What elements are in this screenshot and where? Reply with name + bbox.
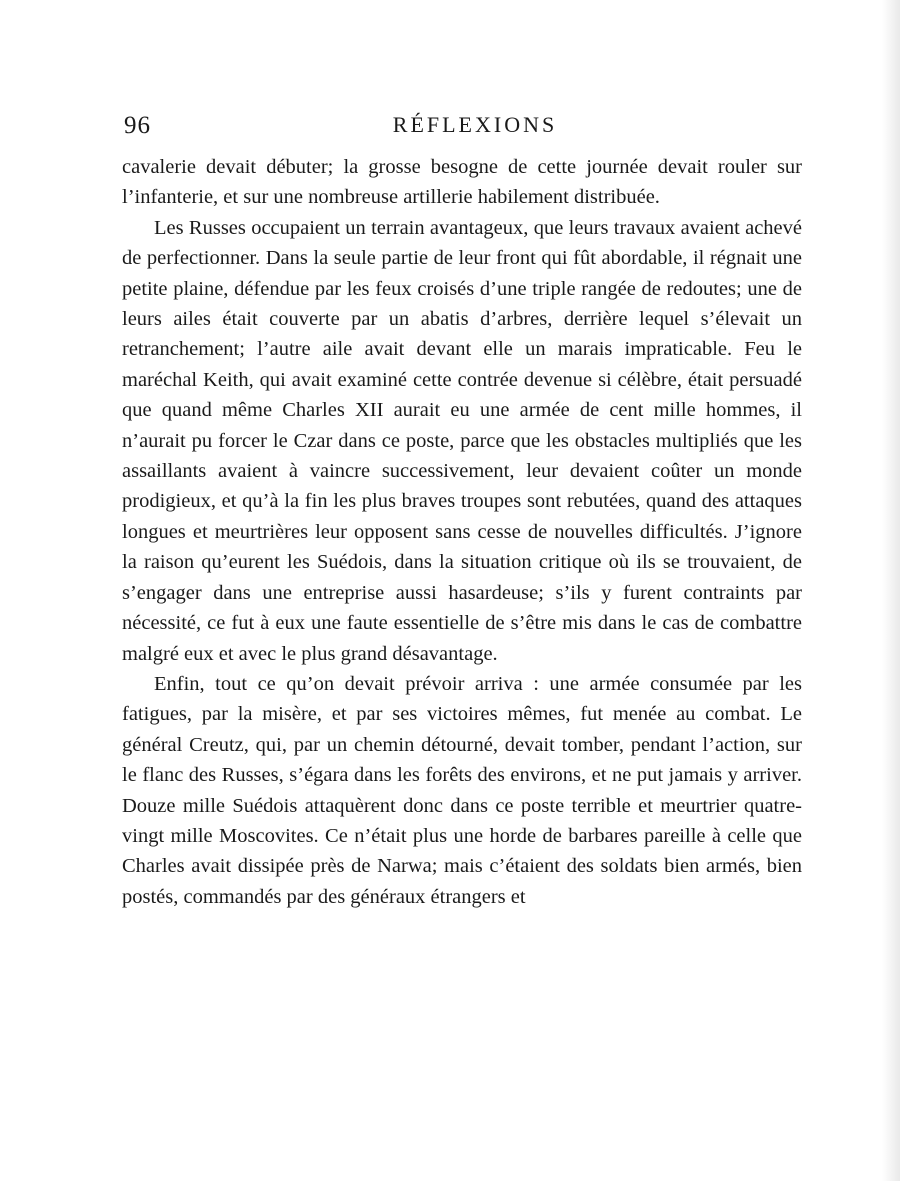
page-header [122, 108, 802, 148]
body-text [122, 152, 802, 912]
paragraph-enfin: Enfin, tout ce qu’on devait prévoir arriva : une armée consumée par les fatigues, par la misère, et par ses victoires mêmes, fut menée au combat. Le général Creutz, qui, par un chemin détourné, devait tomber, pendant l’action, sur le flanc des Russes, s’égara dans les forêts des environs, et ne put jamais y arriver. Douze mille Suédois attaquèrent donc dans ce poste terrible et meurtrier quatre-vingt mille Moscovites. Ce n’était plus une horde de barbares pareille à celle que Charles avait dissipée près de Narwa; mais c’étaient des soldats bien armés, bien postés, commandés par des généraux étrangers et [122, 672, 802, 908]
paragraph-continued: cavalerie devait débuter; la grosse besogne de cette journée devait rouler sur l’infanterie, et sur une nombreuse artillerie habilement distribuée. [122, 156, 802, 209]
running-title: RÉFLEXIONS [392, 112, 558, 137]
paragraph-russes: Les Russes occupaient un terrain avantageux, que leurs travaux avaient achevé de perfectionner. Dans la seule partie de leur front qui fût abordable, il régnait une petite plaine, défendue par les feux croisés d’une triple rangée de redoutes; une de leurs ailes était couverte par un abatis d’arbres, derrière lequel s’élevait un retranchement; l’autre aile avait devant elle un marais impraticable. Feu le maréchal Keith, qui avait examiné cette contrée devenue si célèbre, était persuadé que quand même Charles XII aurait eu une armée de cent mille hommes, il n’aurait pu forcer le Czar dans ce poste, parce que les obstacles multipliés que les assaillants avaient à vaincre successivement, leur devaient coûter un monde prodigieux, et qu’à la fin les plus braves troupes sont rebutées, quand des attaques longues et meurtrières leur opposent sans cesse de nouvelles difficultés. J’ignore la raison qu’eurent les Suédois, dans la situation critique où ils se trouvaient, de s’engager dans une entreprise aussi hasardeuse; s’ils y furent contraints par nécessité, ce fut à eux une faute essentielle de s’être mis dans le cas de combattre malgré eux et avec le plus grand désavantage. [122, 216, 802, 665]
page-number: 96 [124, 112, 151, 139]
page-edge-shadow [882, 0, 900, 1181]
